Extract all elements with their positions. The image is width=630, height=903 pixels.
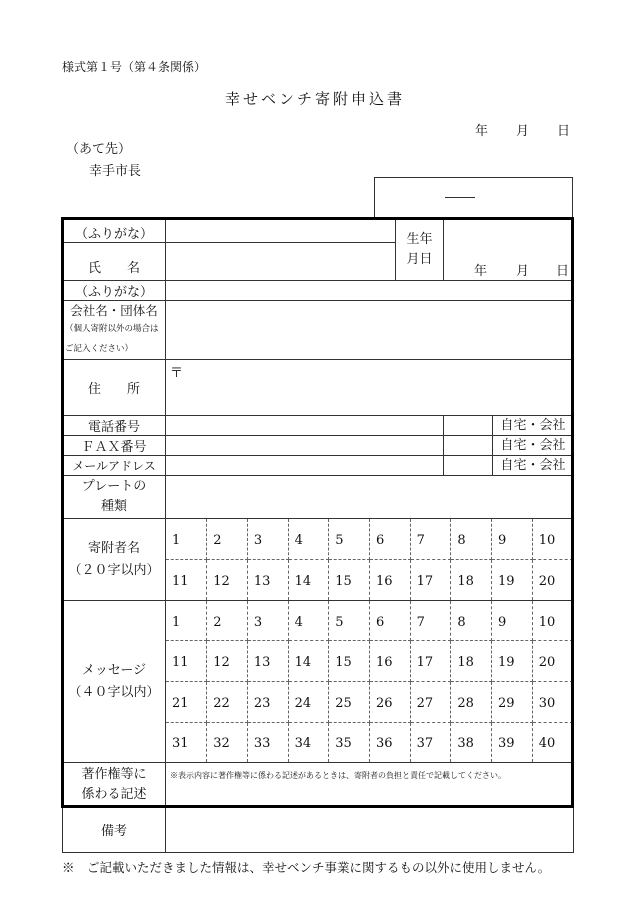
grid-cell[interactable]: 14 <box>288 641 329 682</box>
company-input[interactable] <box>166 301 574 360</box>
grid-cell[interactable]: 40 <box>538 736 556 752</box>
fax-type[interactable]: 自宅・会社 <box>492 436 573 455</box>
grid-cell[interactable]: 9 <box>492 601 533 641</box>
phone-type-cell <box>444 416 574 436</box>
phone-type[interactable]: 自宅・会社 <box>492 416 573 435</box>
fax-input[interactable] <box>166 436 444 456</box>
donor-name-grid-cell <box>166 519 574 601</box>
grid-cell[interactable]: 3 <box>247 601 288 641</box>
email-input[interactable] <box>166 456 444 476</box>
grid-cell[interactable]: 35 <box>329 722 370 762</box>
grid-cell[interactable]: 2 <box>207 601 248 641</box>
message-grid-cell <box>166 601 574 763</box>
grid-cell[interactable]: 3 <box>247 519 288 560</box>
furigana-input[interactable] <box>166 219 396 243</box>
copyright-text: 著作権等に係わる記述 <box>81 766 147 802</box>
birth-day-unit: 日 <box>556 264 570 279</box>
company-note: （個人寄附以外の場合はご記入ください） <box>65 324 159 354</box>
grid-cell[interactable]: 5 <box>329 519 370 560</box>
plate-type-input[interactable] <box>166 476 574 519</box>
message-label: メッセージ <box>81 662 147 678</box>
grid-cell[interactable]: 28 <box>451 681 492 722</box>
grid-cell[interactable]: 29 <box>492 681 533 722</box>
phone-input[interactable] <box>166 416 444 436</box>
grid-cell[interactable]: 18 <box>451 560 492 601</box>
grid-cell[interactable]: 13 <box>247 641 288 682</box>
furigana-label: （ふりがな） <box>63 219 166 243</box>
grid-cell[interactable]: 8 <box>451 601 492 641</box>
grid-cell[interactable]: 27 <box>410 681 451 722</box>
postal-mark: 〒 <box>170 366 184 381</box>
remarks-label: 備考 <box>63 807 166 853</box>
donor-name-label-cell <box>63 519 166 601</box>
grid-cell[interactable]: 23 <box>247 681 288 722</box>
reception-dash <box>445 197 475 198</box>
grid-cell[interactable]: 19 <box>492 560 533 601</box>
grid-cell[interactable]: 37 <box>410 722 451 762</box>
birth-month-unit: 月 <box>516 264 530 279</box>
grid-cell[interactable]: 12 <box>207 560 248 601</box>
email-type-cell <box>444 456 574 476</box>
grid-cell[interactable]: 1 <box>166 519 207 560</box>
grid-cell[interactable]: 17 <box>410 641 451 682</box>
plate-type-label <box>63 476 166 519</box>
grid-cell[interactable]: 13 <box>247 560 288 601</box>
company-label-cell <box>63 301 166 360</box>
footnote: ※ ご記載いただきました情報は、幸せベンチ事業に関するもの以外に使用しません。 <box>62 860 551 875</box>
date-month-label: 月 <box>516 124 530 139</box>
message-grid <box>166 601 573 762</box>
address-input[interactable] <box>166 360 574 416</box>
remarks-input[interactable] <box>166 807 574 853</box>
grid-cell[interactable]: 20 <box>532 641 573 682</box>
grid-cell[interactable]: 9 <box>492 519 533 560</box>
grid-cell[interactable]: 18 <box>451 641 492 682</box>
grid-cell[interactable]: 21 <box>166 681 207 722</box>
copyright-note: ※表示内容に著作権等に係わる記述があるときは、寄附者の負担と責任で記載してください。 <box>170 771 506 780</box>
grid-cell[interactable]: 39 <box>492 722 533 762</box>
company-furigana-input[interactable] <box>166 281 574 301</box>
grid-cell[interactable]: 5 <box>329 601 370 641</box>
birth-year-unit: 年 <box>474 264 488 279</box>
grid-cell[interactable]: 24 <box>288 681 329 722</box>
birthdate-label <box>396 219 444 281</box>
grid-cell[interactable]: 15 <box>329 560 370 601</box>
grid-cell[interactable]: 7 <box>410 601 451 641</box>
mayor-label: 幸手市長 <box>89 164 142 179</box>
fax-type-cell <box>444 436 574 456</box>
date-day-label: 日 <box>557 124 571 139</box>
form-title: 幸せベンチ寄附申込書 <box>224 90 405 108</box>
grid-cell[interactable]: 6 <box>369 519 410 560</box>
grid-cell[interactable]: 30 <box>532 681 573 722</box>
form-number: 様式第１号（第４条関係） <box>62 60 207 74</box>
grid-cell[interactable]: 12 <box>207 641 248 682</box>
grid-cell[interactable]: 32 <box>207 722 248 762</box>
grid-cell[interactable]: 4 <box>288 601 329 641</box>
grid-cell[interactable]: 11 <box>166 641 207 682</box>
grid-cell[interactable]: 33 <box>247 722 288 762</box>
name-input[interactable] <box>166 243 396 281</box>
company-furigana-label: （ふりがな） <box>63 281 166 301</box>
fax-label: ＦＡＸ番号 <box>63 436 166 456</box>
email-type[interactable]: 自宅・会社 <box>492 456 573 475</box>
grid-cell[interactable]: 15 <box>329 641 370 682</box>
grid-cell[interactable]: 26 <box>369 681 410 722</box>
grid-cell[interactable]: 34 <box>288 722 329 762</box>
grid-cell[interactable]: 31 <box>166 722 207 762</box>
grid-cell[interactable]: 10 <box>532 519 573 560</box>
birthdate-label-text: 生年月日 <box>406 231 433 267</box>
birthdate-input[interactable] <box>444 219 574 281</box>
grid-cell[interactable]: 36 <box>369 722 410 762</box>
grid-cell[interactable]: 8 <box>451 519 492 560</box>
email-label: メールアドレス <box>63 456 166 476</box>
grid-cell[interactable]: 1 <box>166 601 207 641</box>
donor-name-limit: （２０字以内） <box>68 562 160 578</box>
donor-name-grid <box>166 519 573 600</box>
address-label: 住 所 <box>63 360 166 416</box>
grid-cell[interactable]: 4 <box>288 519 329 560</box>
message-limit: （４０字以内） <box>68 684 160 700</box>
grid-cell[interactable]: 16 <box>369 641 410 682</box>
grid-cell[interactable]: 17 <box>410 560 451 601</box>
grid-cell[interactable]: 20 <box>538 574 556 589</box>
date-year-label: 年 <box>475 124 489 139</box>
copyright-input[interactable] <box>166 763 574 807</box>
reception-box <box>374 177 573 218</box>
message-label-cell <box>63 601 166 763</box>
grid-cell[interactable]: 19 <box>492 641 533 682</box>
grid-cell[interactable]: 16 <box>369 560 410 601</box>
grid-cell[interactable]: 25 <box>329 681 370 722</box>
grid-cell[interactable]: 22 <box>207 681 248 722</box>
addressee-label: （あて先） <box>66 142 132 157</box>
copyright-label <box>63 763 166 807</box>
donor-name-label: 寄附者名 <box>87 540 140 556</box>
application-form <box>62 218 574 853</box>
grid-cell[interactable]: 11 <box>166 560 207 601</box>
grid-cell[interactable]: 6 <box>369 601 410 641</box>
grid-cell[interactable]: 2 <box>207 519 248 560</box>
grid-cell[interactable]: 7 <box>410 519 451 560</box>
grid-cell[interactable]: 14 <box>288 560 329 601</box>
plate-type-text: プレートの種類 <box>81 479 147 514</box>
grid-cell[interactable]: 10 <box>532 601 573 641</box>
company-label: 会社名・団体名 <box>70 303 158 318</box>
name-label: 氏 名 <box>63 243 166 281</box>
grid-cell[interactable]: 38 <box>451 722 492 762</box>
phone-label: 電話番号 <box>63 416 166 436</box>
